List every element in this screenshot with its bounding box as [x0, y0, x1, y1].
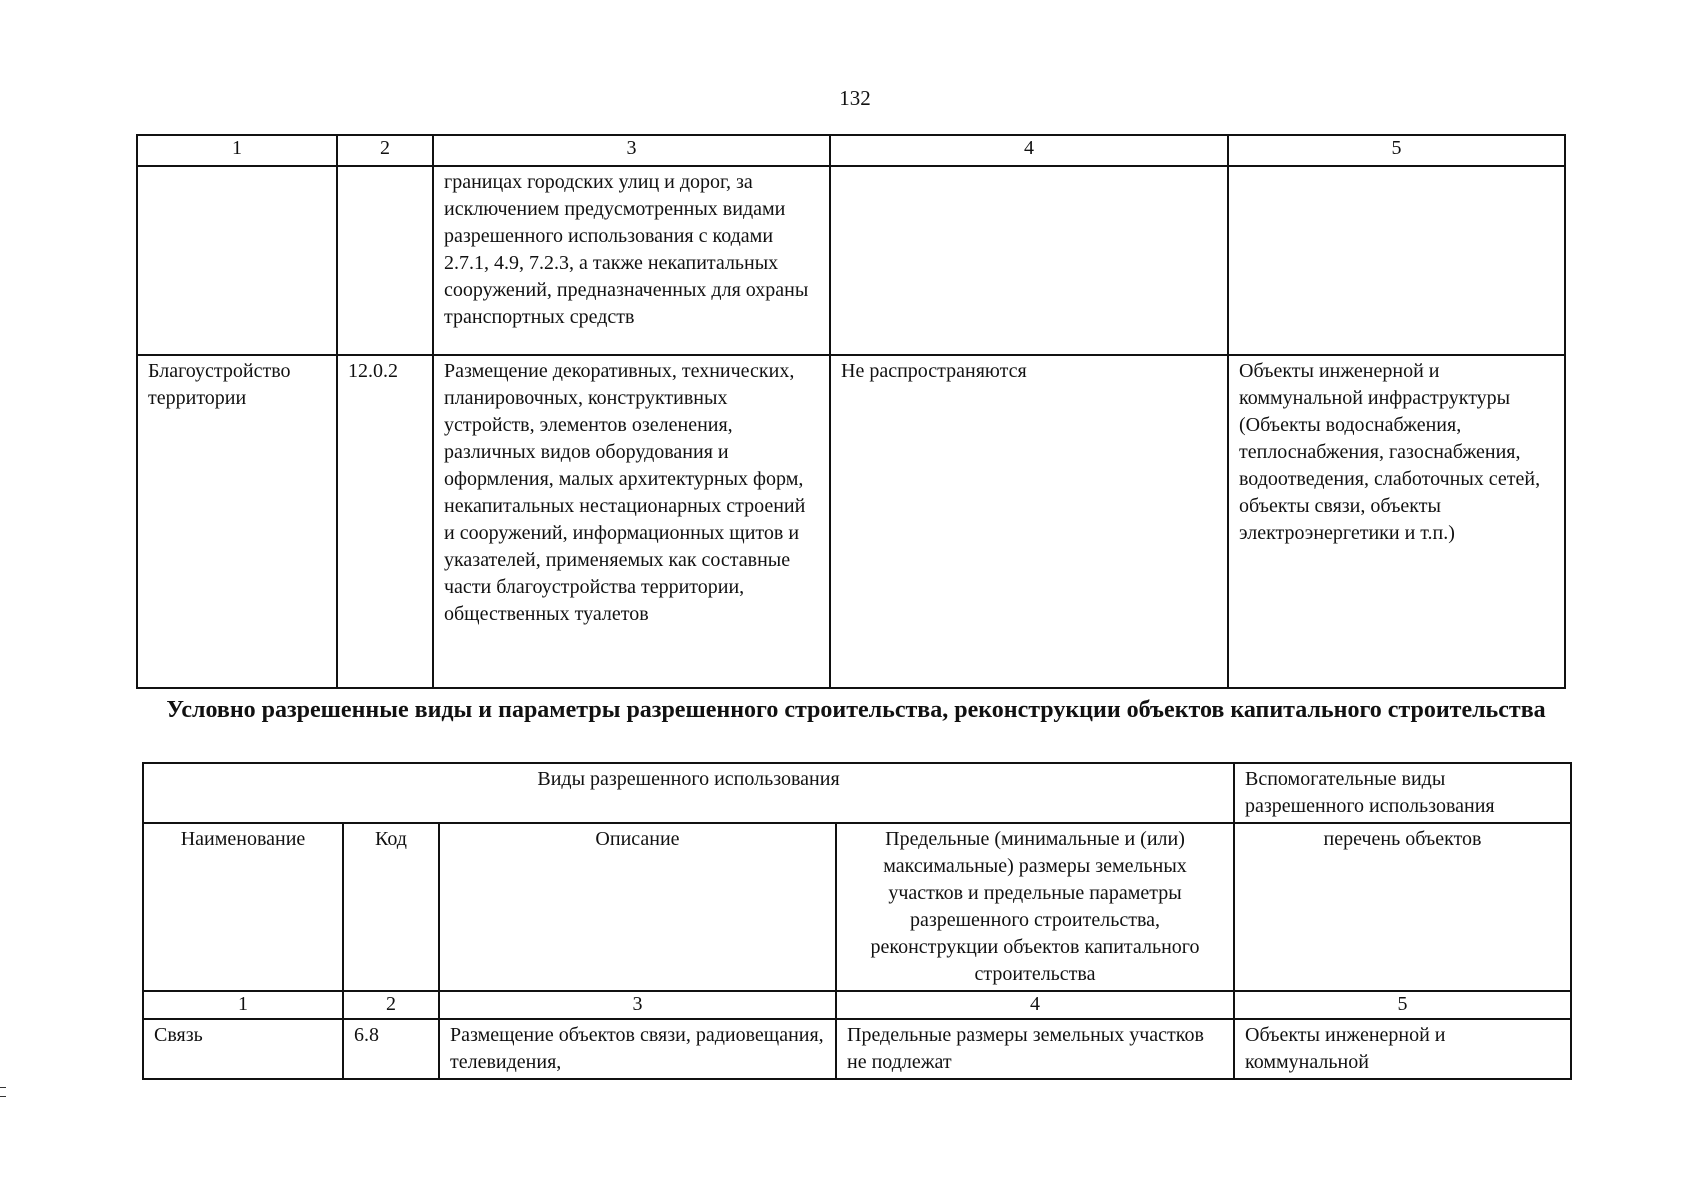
column-number: 3 — [433, 135, 830, 166]
group-header-row — [143, 763, 1571, 823]
code-cell: 6.8 — [343, 1019, 439, 1079]
header-description: Описание — [439, 823, 836, 991]
column-number: 4 — [830, 135, 1228, 166]
description-cell: Размещение декоративных, технических, планировочных, конструктивных устройств, элементов озеленения, различных видов оборудования и оформления, малых архитектурных форм, некапитальных нестационарных строений и сооружений, информационных щитов и указателей, применяемых как составные части благоустройства территории, общественных туалетов — [433, 355, 830, 688]
column-number: 5 — [1234, 991, 1571, 1019]
column-number-row — [137, 135, 1565, 166]
table-row — [137, 166, 1565, 355]
name-cell-empty — [137, 166, 337, 355]
header-name: Наименование — [143, 823, 343, 991]
column-number: 2 — [343, 991, 439, 1019]
params-cell: Не распространяются — [830, 355, 1228, 688]
scan-edge-mark — [0, 1087, 6, 1097]
name-cell: Связь — [143, 1019, 343, 1079]
column-number: 4 — [836, 991, 1234, 1019]
conditional-uses-table — [142, 762, 1572, 1080]
code-cell-empty — [337, 166, 433, 355]
column-number: 5 — [1228, 135, 1565, 166]
permitted-uses-table-continued — [136, 134, 1566, 689]
section-title: Условно разрешенные виды и параметры разрешенного строительства, реконструкции объектов капитального строительства — [166, 697, 1546, 723]
params-cell-empty — [830, 166, 1228, 355]
code-cell: 12.0.2 — [337, 355, 433, 688]
group-header: Виды разрешенного использования — [143, 763, 1234, 823]
table-row — [137, 355, 1565, 688]
page-number: 132 — [839, 86, 871, 110]
aux-cell-empty — [1228, 166, 1565, 355]
table-row — [143, 1019, 1571, 1079]
column-number: 2 — [337, 135, 433, 166]
header-code: Код — [343, 823, 439, 991]
column-number-row — [143, 991, 1571, 1019]
header-aux-list: перечень объектов — [1234, 823, 1571, 991]
column-number: 3 — [439, 991, 836, 1019]
description-cell: границах городских улиц и дорог, за исключением предусмотренных видами разрешенного использования с кодами 2.7.1, 4.9, 7.2.3, а также некапитальных сооружений, предназначенных для охраны транспортных средств — [433, 166, 830, 355]
column-number: 1 — [143, 991, 343, 1019]
params-cell: Предельные размеры земельных участков не подлежат — [836, 1019, 1234, 1079]
name-cell: Благоустройство территории — [137, 355, 337, 688]
header-params: Предельные (минимальные и (или) максимальные) размеры земельных участков и предельные параметры разрешенного строительства, реконструкции объектов капитального строительства — [836, 823, 1234, 991]
column-header-row — [143, 823, 1571, 991]
aux-header: Вспомогательные виды разрешенного использования — [1234, 763, 1571, 823]
column-number: 1 — [137, 135, 337, 166]
description-cell: Размещение объектов связи, радиовещания, телевидения, — [439, 1019, 836, 1079]
aux-cell: Объекты инженерной и коммунальной инфраструктуры (Объекты водоснабжения, теплоснабжения, газоснабжения, водоотведения, слаботочных сетей, объекты связи, объекты электроэнергетики и т.п.) — [1228, 355, 1565, 688]
aux-cell: Объекты инженерной и коммунальной — [1234, 1019, 1571, 1079]
